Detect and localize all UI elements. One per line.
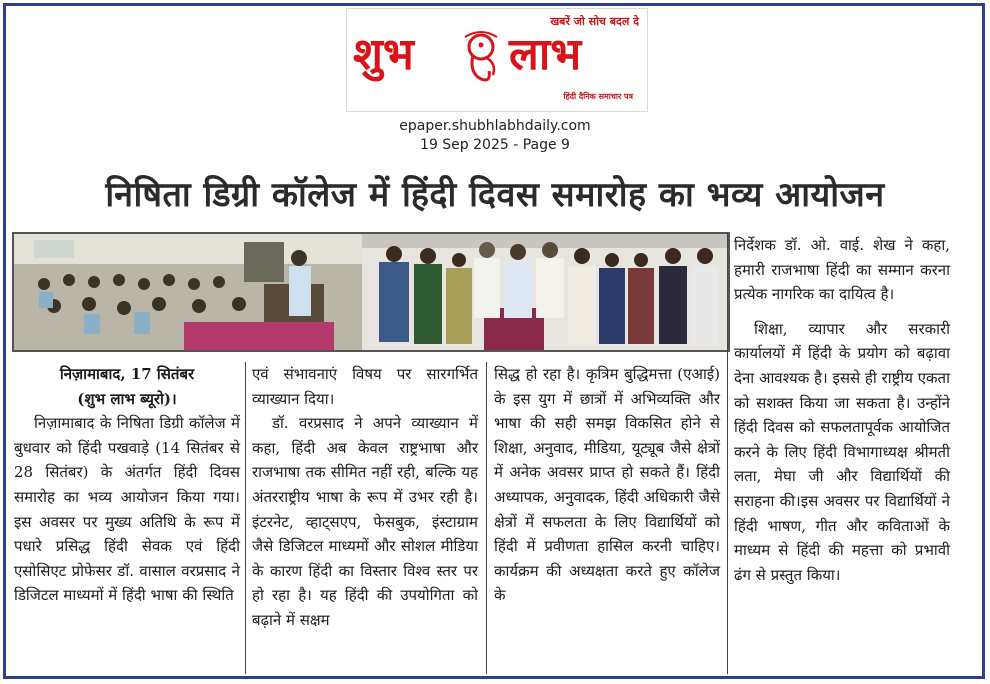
article-paragraph: सिद्ध हो रहा है। कृत्रिम बुद्धिमत्ता (एआई) के इस युग में छात्रों में अभिव्यक्ति और भाषा की सही समझ विकसित होने से शिक्षा, अनुवाद, मीडिया, यूट्यूब जैसे क्षेत्रों में अनेक अवसर प्राप्त हो सकते हैं। हिंदी अध्यापक, अनुवादक, हिंदी अधिकारी जैसे क्षेत्रों में सफलता के लिए विद्यार्थियों को हिंदी में प्रवीणता हासिल करनी चाहिए।कार्यक्रम की अध्यक्षता करते हुए कॉलेज के bbox=[494, 365, 720, 605]
column-divider bbox=[727, 232, 728, 674]
article-column-2 bbox=[252, 362, 478, 633]
event-photo-illustration bbox=[14, 234, 728, 350]
source-date-page: 19 Sep 2025 - Page 9 bbox=[420, 137, 570, 153]
newspaper-masthead bbox=[346, 8, 648, 112]
masthead-tagline: खबरें जो सोच बदल दे bbox=[550, 15, 639, 28]
article-paragraph: शिक्षा, व्यापार और सरकारी कार्यालयों में हिंदी के प्रयोग को बढ़ावा देना आवश्यक है। इससे ही राष्ट्रीय एकता को सशक्त किया जा सकता है। उन्होंने हिंदी दिवस को सफलतापूर्वक आयोजित करने के लिए हिंदी विभागाध्यक्ष श्रीमती लता, मेघा जी और विद्यार्थियों की सराहना की।इस अवसर पर विद्यार्थियों ने हिंदी भाषण, गीत और कविताओं के माध्यम से हिंदी की महत्ता को प्रभावी ढंग से प्रस्तुत किया। bbox=[734, 319, 950, 584]
article-column-1 bbox=[14, 362, 240, 608]
source-url: epaper.shubhlabhdaily.com bbox=[399, 118, 591, 134]
article-paragraph: डॉ. वरप्रसाद ने अपने व्याख्यान में कहा, हिंदी अब केवल राष्ट्रभाषा और राजभाषा तक सीमित नहीं रही, बल्कि यह अंतरराष्ट्रीय भाषा के रूप में उभर रही है। इंटरनेट, व्हाट्सएप, फेसबुक, इंस्टाग्राम जैसे डिजिटल माध्यमों और सोशल मीडिया के कारण हिंदी का विस्तार विश्व स्तर पर हो रहा है। यह हिंदी की उपयोगिता को बढ़ाने में सक्षम bbox=[252, 414, 478, 629]
article-headline: निषिता डिग्री कॉलेज में हिंदी दिवस समारोह का भव्य आयोजन bbox=[105, 175, 885, 215]
column-divider bbox=[486, 362, 487, 674]
column-divider bbox=[245, 362, 246, 674]
masthead-subtitle: हिंदी दैनिक समाचार पत्र bbox=[563, 92, 633, 101]
ganesh-logo-icon bbox=[455, 29, 507, 87]
logo-labh: लाभ bbox=[509, 29, 582, 80]
dateline-bureau: (शुभ लाभ ब्यूरो)। bbox=[77, 389, 177, 408]
event-photo bbox=[12, 232, 730, 352]
article-paragraph: निर्देशक डॉ. ओ. वाई. शेख ने कहा, हमारी राजभाषा हिंदी का सम्मान करना प्रत्येक नागरिक का दायित्व है। bbox=[734, 236, 950, 304]
article-column-3 bbox=[494, 362, 720, 608]
logo-shubh: शुभ bbox=[353, 29, 414, 80]
article-column-4 bbox=[734, 233, 950, 587]
article-paragraph: निज़ामाबाद के निषिता डिग्री कॉलेज में बुधवार को हिंदी पखवाड़े (14 सितंबर से 28 सितंबर) के अंतर्गत हिंदी दिवस समारोह का भव्य आयोजन किया गया। इस अवसर पर मुख्य अतिथि के रूप में पधारे प्रसिद्ध हिंदी सेवक एवं हिंदी एसोसिएट प्रोफेसर डॉ. वासाल वरप्रसाद ने डिजिटल माध्यमों में हिंदी भाषा की स्थिति bbox=[14, 414, 240, 605]
dateline-place: निज़ामाबाद, 17 सितंबर bbox=[59, 365, 195, 383]
article-paragraph: एवं संभावनाएं विषय पर सारगर्भित व्याख्यान दिया। bbox=[252, 365, 478, 408]
